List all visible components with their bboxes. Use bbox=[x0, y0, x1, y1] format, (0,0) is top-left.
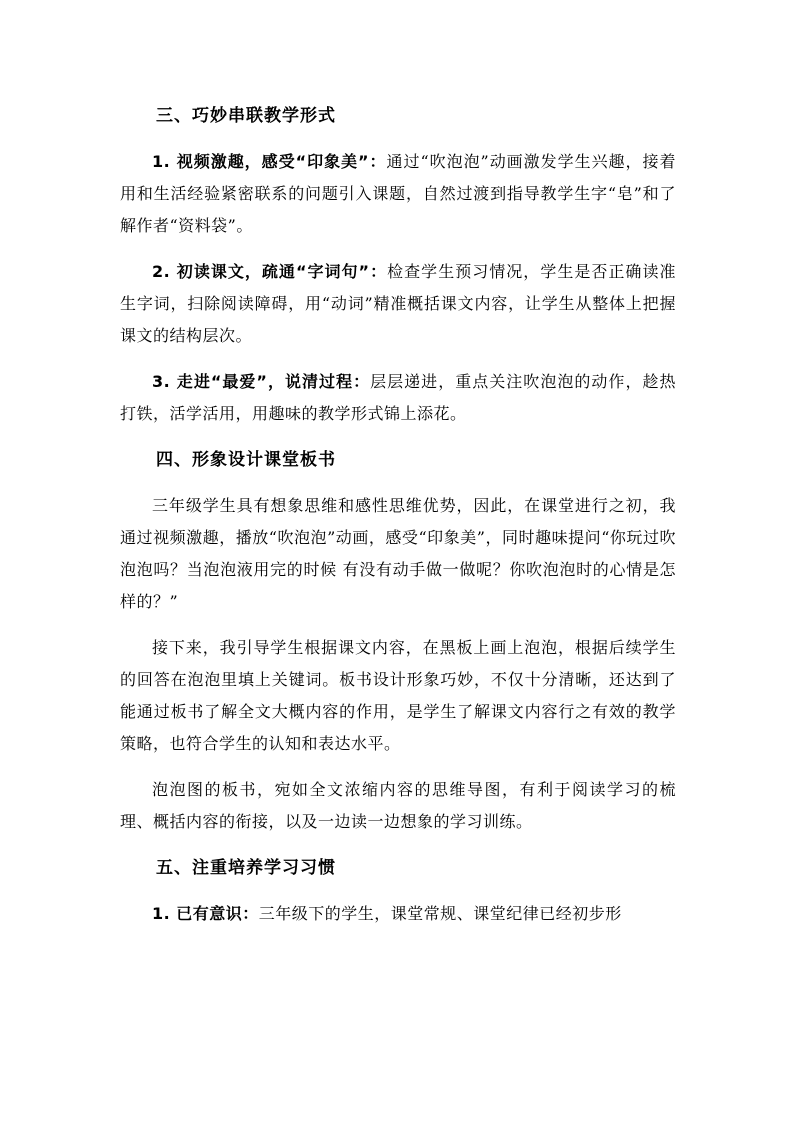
item-text: 通过“吹泡泡”动画激发学生兴趣，接着用和生活经验紧密联系的问题引入课题，自然过渡到指导教学生字“皂”和了解作者“资料袋”。 bbox=[120, 152, 676, 235]
numbered-item bbox=[120, 898, 676, 930]
item-text: 三年级下的学生，课堂常规、课堂纪律已经初步形 bbox=[258, 904, 622, 923]
body-paragraph: 三年级学生具有想象思维和感性思维优势，因此，在课堂进行之初，我通过视频激趣，播放“吹泡泡”动画，感受“印象美”，同时趣味提问“你玩过吹泡泡吗？当泡泡液用完的时候 有没有动手做一做呢？你吹泡泡时的心情是怎样的？” bbox=[120, 496, 676, 611]
item-lead: 3. 走进“最爱”，说清过程： bbox=[152, 372, 371, 391]
item-lead: 1. 已有意识： bbox=[152, 904, 259, 923]
item-lead: 1. 视频激趣，感受“印象美”： bbox=[152, 152, 387, 171]
numbered-item bbox=[120, 146, 676, 242]
document-body bbox=[120, 100, 676, 944]
body-paragraph: 泡泡图的板书，宛如全文浓缩内容的思维导图，有利于阅读学习的梳理、概括内容的衔接，以及一边读一边想象的学习训练。 bbox=[120, 780, 676, 831]
numbered-item bbox=[120, 366, 676, 430]
numbered-item bbox=[120, 256, 676, 352]
body-paragraph: 接下来，我引导学生根据课文内容，在黑板上画上泡泡，根据后续学生的回答在泡泡里填上关键词。板书设计形象巧妙，不仅十分清晰，还达到了能通过板书了解全文大概内容的作用，是学生了解课文内容行之有效的教学策略，也符合学生的认知和表达水平。 bbox=[120, 638, 676, 753]
item-text: 检查学生预习情况，学生是否正确读准生字词，扫除阅读障碍，用“动词”精准概括课文内容，让学生从整体上把握课文的结构层次。 bbox=[120, 262, 676, 345]
section-heading: 四、形象设计课堂板书 bbox=[156, 450, 336, 470]
section-heading: 五、注重培养学习习惯 bbox=[156, 858, 336, 878]
item-text: 层层递进，重点关注吹泡泡的动作，趁热打铁，活学活用，用趣味的教学形式锦上添花。 bbox=[120, 372, 676, 423]
section-heading: 三、巧妙串联教学形式 bbox=[156, 106, 336, 126]
item-lead: 2. 初读课文，疏通“字词句”： bbox=[152, 262, 388, 281]
